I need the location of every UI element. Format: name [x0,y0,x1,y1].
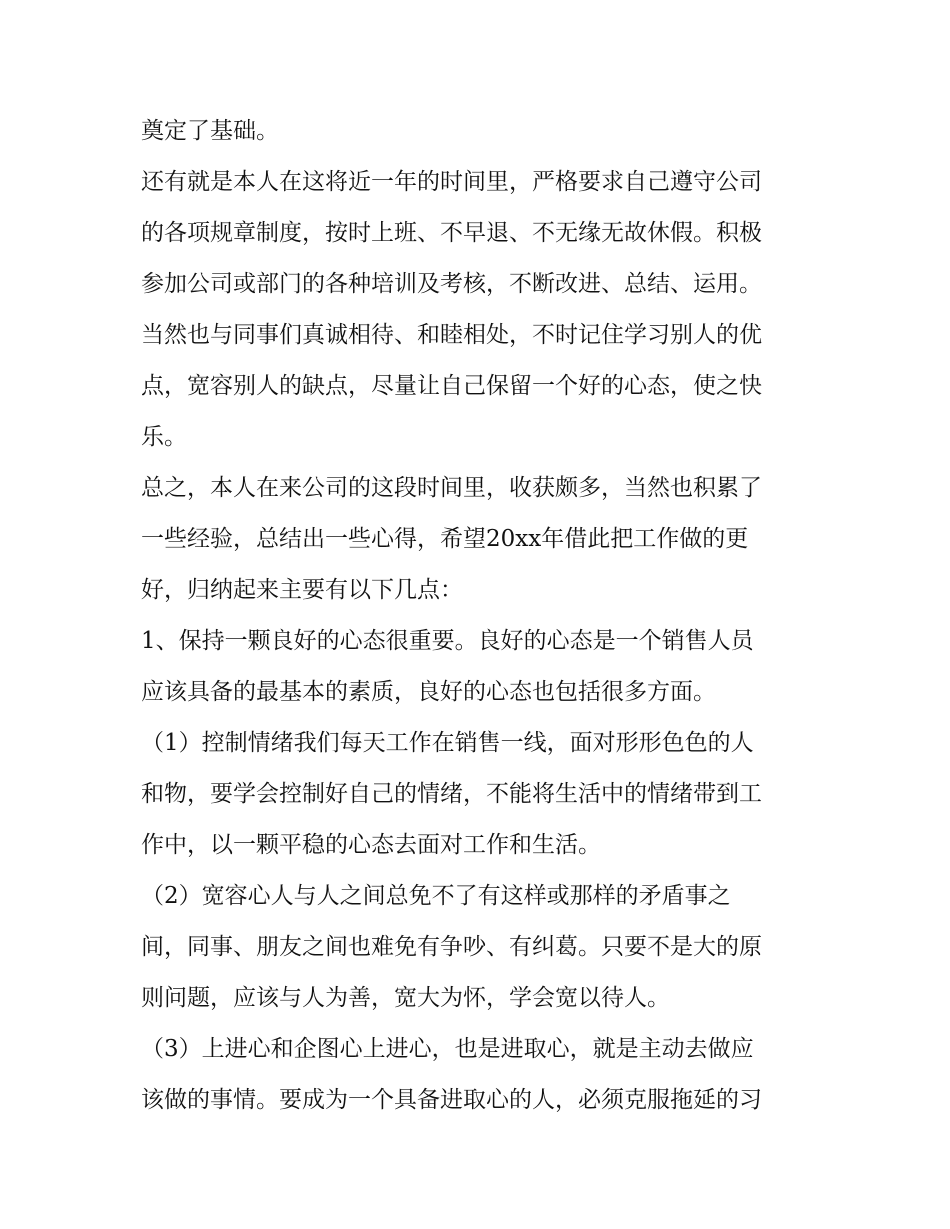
text-line: 奠定了基础。 [141,118,279,144]
text-line: （2）宽容心人与人之间总免不了有这样或那样的矛盾事之 [141,883,731,909]
text-line: 一些经验，总结出一些心得，希望20xx年借此把工作做的更 [141,526,749,552]
text-line: 当然也与同事们真诚相待、和睦相处，不时记住学习别人的优 [141,322,762,348]
text-line: 的各项规章制度，按时上班、不早退、不无缘无故休假。积极 [141,220,762,246]
text-line: 间，同事、朋友之间也难免有争吵、有纠葛。只要不是大的原 [141,934,762,960]
text-line: （1）控制情绪我们每天工作在销售一线，面对形形色色的人 [141,730,754,756]
text-line: 总之，本人在来公司的这段时间里，收获颇多，当然也积累了 [141,475,762,501]
text-line: 点，宽容别人的缺点，尽量让自己保留一个好的心态，使之快 [141,373,762,399]
text-line: 则问题，应该与人为善，宽大为怀，学会宽以待人。 [141,985,670,1011]
text-line: 好，归纳起来主要有以下几点： [141,577,463,603]
text-line: 参加公司或部门的各种培训及考核，不断改进、总结、运用。 [141,271,762,297]
text-line: （3）上进心和企图心上进心，也是进取心，就是主动去做应 [141,1036,754,1062]
text-line: 和物，要学会控制好自己的情绪，不能将生活中的情绪带到工 [141,781,762,807]
text-line: 应该具备的最基本的素质，良好的心态也包括很多方面。 [141,679,716,705]
text-line: 还有就是本人在这将近一年的时间里，严格要求自己遵守公司 [141,169,762,195]
document-body [141,106,821,1126]
text-line: 1、保持一颗良好的心态很重要。良好的心态是一个销售人员 [141,628,754,654]
text-line: 作中，以一颗平稳的心态去面对工作和生活。 [141,832,601,858]
text-line: 乐。 [141,424,187,450]
text-line: 该做的事情。要成为一个具备进取心的人，必须克服拖延的习 [141,1087,762,1113]
